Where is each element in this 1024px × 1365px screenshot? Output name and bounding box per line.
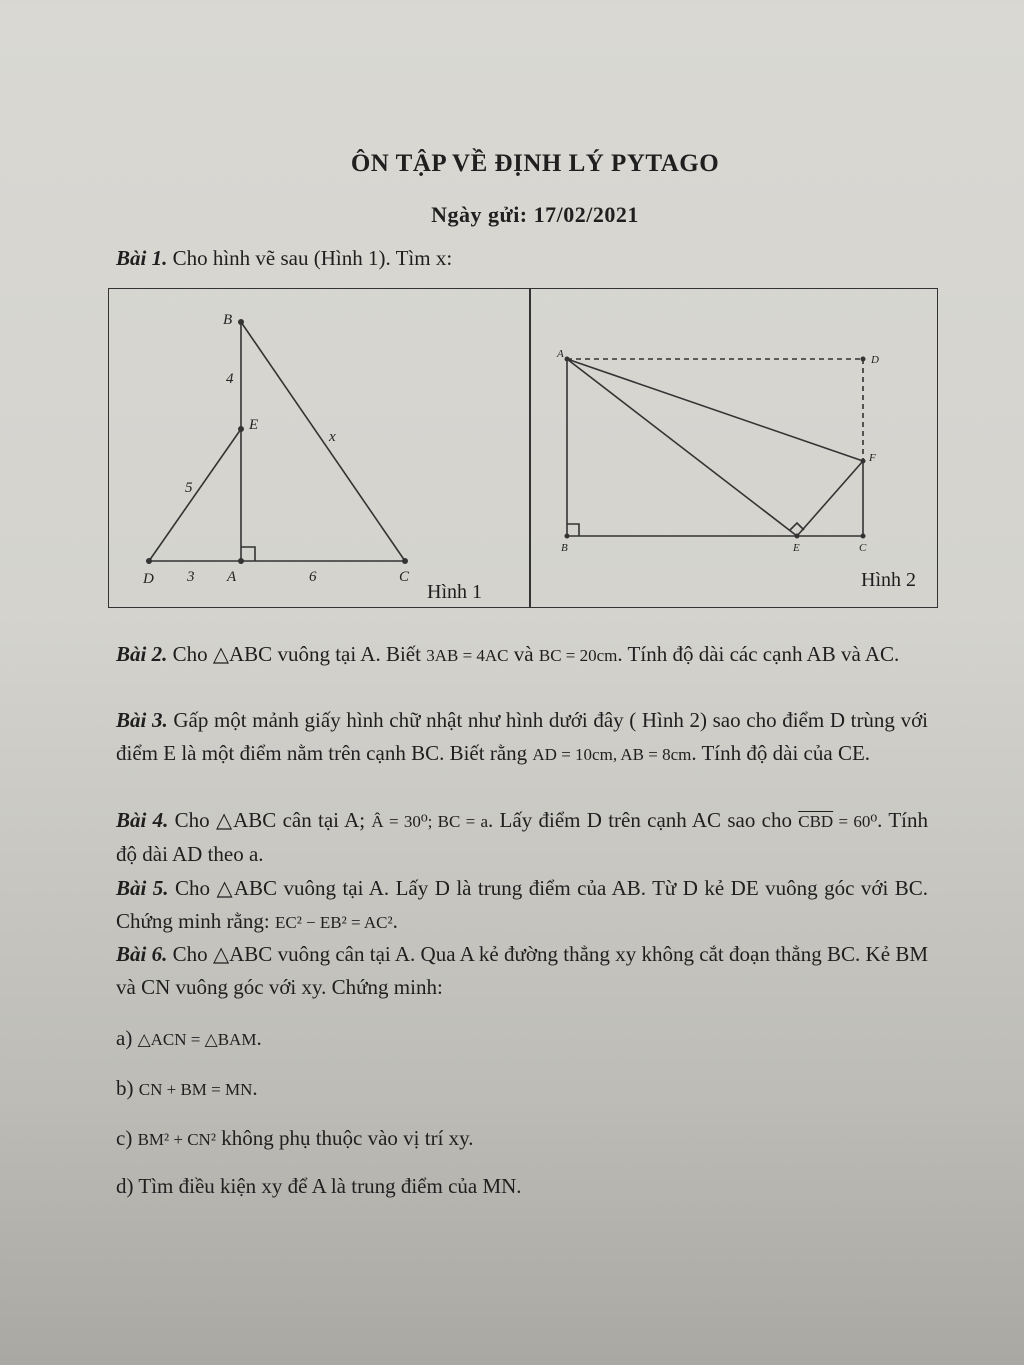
point-F2: F: [869, 452, 876, 464]
item-text: .: [252, 1076, 258, 1100]
exercise-5-text-3: .: [392, 909, 398, 933]
item-math: BM² + CN²: [137, 1130, 216, 1149]
exercise-4-text-3: . Lấy điểm D trên cạnh AC sao cho: [488, 808, 799, 832]
exercise-6-item-b: [116, 1076, 258, 1101]
exercise-2-text-2: vuông tại A. Biết: [272, 642, 427, 666]
exercise-6-label: Bài 6.: [116, 942, 168, 966]
exercise-1-label: Bài 1.: [116, 246, 168, 270]
triangle-abc: △ABC: [212, 942, 273, 966]
item-math: △ACN = △BAM: [137, 1030, 257, 1049]
right-angle-mark-E: [790, 523, 804, 530]
item-text: .: [256, 1026, 262, 1050]
exercise-5-math-1: EC² − EB² = AC²: [274, 913, 393, 932]
exercise-2-label: Bài 2.: [116, 642, 168, 666]
exercise-4-text-1: Cho: [174, 808, 216, 832]
triangle-abc: △ABC: [212, 642, 273, 666]
exercise-5-text-1: Cho: [175, 876, 217, 900]
point-E2: E: [793, 542, 800, 554]
figure-1: [109, 289, 529, 607]
exercise-4-math-1: Â = 30⁰; BC = a: [371, 812, 489, 831]
exercise-3-text-1: Gấp một mảnh giấy hình chữ nhật như hình dưới đây ( Hình 2) sao cho điểm D trùng với điểm E là một điểm nằm trên cạnh BC. Biết rằng: [116, 708, 929, 765]
exercise-3-text-2: . Tính độ dài của CE.: [691, 741, 871, 765]
exercise-6-text-1: Cho: [172, 942, 213, 966]
exercise-1-text: Cho hình vẽ sau (Hình 1). Tìm x:: [172, 246, 453, 270]
segment-DE: [149, 429, 241, 561]
exercise-2-math-2: BC = 20cm: [538, 646, 618, 665]
figure-2-caption: Hình 2: [861, 569, 916, 591]
point-A: A: [227, 569, 237, 585]
label-DE: 5: [185, 480, 193, 496]
exercise-3-math-1: AD = 10cm, AB = 8cm: [532, 745, 692, 764]
point-C: C: [399, 569, 410, 585]
exercise-3: [116, 704, 928, 771]
label-AC: 6: [309, 569, 317, 585]
item-math: CN + BM = MN: [138, 1080, 253, 1099]
point-D: D: [143, 571, 154, 587]
item-key: d): [116, 1174, 134, 1198]
item-text: không phụ thuộc vào vị trí xy.: [215, 1126, 474, 1150]
point-B2: B: [561, 542, 568, 554]
label-DA: 3: [187, 569, 195, 585]
point-C2: C: [859, 542, 867, 554]
exercise-1: [116, 242, 928, 275]
exercise-5: [116, 872, 928, 939]
point-E: E: [249, 417, 259, 433]
exercise-5-text-2: vuông tại A. Lấy D là trung điểm của AB. Từ D kẻ DE vuông góc với BC. Chứng minh rằng:: [116, 876, 928, 933]
figure-1-caption: Hình 1: [427, 581, 482, 603]
point-A2: A: [557, 348, 564, 360]
exercise-4-math-2: = 60⁰: [833, 812, 878, 831]
triangle-abc: △ABC: [216, 876, 278, 900]
exercise-6-item-d: [116, 1174, 522, 1199]
point-B: B: [223, 312, 233, 328]
page-title: ÔN TẬP VỀ ĐỊNH LÝ PYTAGO: [350, 150, 720, 177]
exercise-5-label: Bài 5.: [116, 876, 169, 900]
exercise-6: [116, 938, 928, 1004]
triangle-abc: △ABC: [215, 808, 277, 832]
exercise-4-text-4: . Tính độ dài AD theo a.: [116, 808, 928, 866]
label-BC: x: [329, 429, 336, 445]
point-D2: D: [871, 354, 879, 366]
exercise-2-text-1: Cho: [172, 642, 213, 666]
figures-box: [108, 288, 938, 608]
segment-BC: [241, 322, 405, 561]
item-key: b): [116, 1076, 134, 1100]
exercise-4-text-2: cân tại A;: [276, 808, 372, 832]
date-line: Ngày gửi: 17/02/2021: [431, 202, 639, 227]
segment-EF: [797, 461, 863, 536]
figure-2: [531, 289, 937, 607]
exercise-2-math-1: 3AB = 4AC: [426, 646, 509, 665]
exercise-4: [116, 804, 928, 871]
exercise-6-item-a: [116, 1026, 262, 1051]
angle-cbd: $\overline{CBD}$: [798, 812, 834, 831]
exercise-4-label: Bài 4.: [116, 808, 169, 832]
exercise-3-label: Bài 3.: [116, 708, 168, 732]
right-angle-mark-B: [567, 524, 579, 536]
exercise-2-text-4: . Tính độ dài các cạnh AB và AC.: [617, 642, 900, 666]
segment-AE: [567, 359, 797, 536]
segment-AF: [567, 359, 863, 461]
exercise-2-text-3: và: [508, 642, 539, 666]
item-text: Tìm điều kiện xy để A là trung điểm của MN.: [138, 1174, 522, 1198]
exercise-2: [116, 638, 928, 672]
label-BE: 4: [226, 371, 234, 387]
item-key: c): [116, 1126, 133, 1150]
exercise-6-item-c: [116, 1126, 474, 1151]
item-key: a): [116, 1026, 133, 1050]
exercise-6-text-2: vuông cân tại A. Qua A kẻ đường thẳng xy không cắt đoạn thẳng BC. Kẻ BM và CN vuông góc với xy. Chứng minh:: [116, 942, 928, 999]
